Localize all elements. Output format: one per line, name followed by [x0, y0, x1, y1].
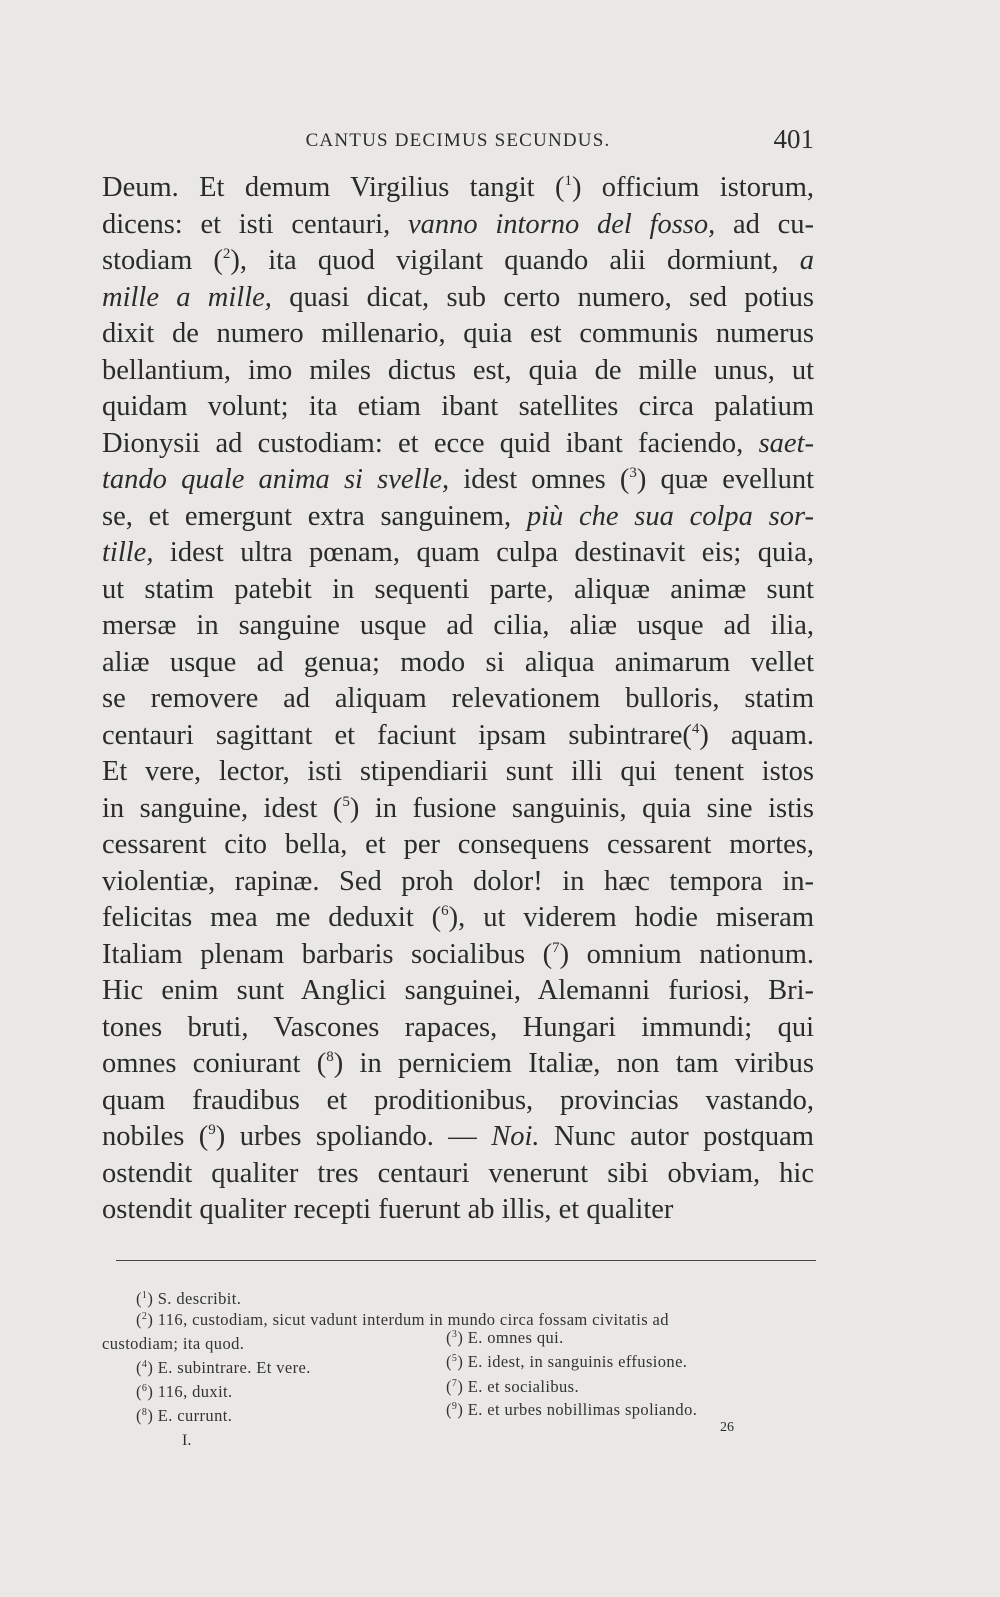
- text-segment: cessarent cito bella, et per consequens cessarent mortes,: [102, 829, 814, 860]
- footnote-ref: 5: [342, 793, 350, 810]
- text-segment: idest ultra pœnam, quam culpa destinavit eis; quia,: [153, 537, 814, 568]
- text-segment: violentiæ, rapinæ. Sed proh dolor! in hæc tempora in-: [102, 865, 814, 897]
- text-line: [102, 353, 814, 390]
- body-text: [102, 170, 814, 1229]
- text-line: [102, 243, 814, 280]
- footnote-6: ($^6$) 116, duxit.: [136, 1382, 233, 1401]
- text-segment: dicens: et isti centauri,: [102, 208, 408, 240]
- text-segment: mersæ in sanguine usque ad cilia, aliæ usque ad ilia,: [102, 610, 814, 641]
- footnote-2: ($^2$) 116, custodiam, sicut vadunt interdum in mundo circa fossam civitatis ad: [136, 1310, 669, 1329]
- text-segment: omnes coniurant (: [102, 1048, 327, 1079]
- text-segment: Italiam plenam barbaris socialibus (: [102, 938, 553, 970]
- italic-quote: vanno intorno del fosso,: [407, 208, 716, 240]
- text-segment: ) in fusione sanguinis, quia sine istis: [349, 792, 814, 824]
- text-segment: ) in perniciem Italiæ, non tam viribus: [333, 1048, 814, 1079]
- italic-quote: più che sua colpa sor-: [526, 500, 814, 532]
- text-line: [102, 1119, 814, 1156]
- text-line: [102, 426, 814, 463]
- page-number: 401: [773, 124, 814, 154]
- text-segment: ) aquam.: [699, 719, 814, 751]
- text-segment: nobiles (: [102, 1121, 209, 1152]
- footnote-ref: 4: [691, 720, 700, 737]
- signature-mark: I.: [182, 1432, 192, 1449]
- text-segment: Nunc autor postquam: [539, 1121, 814, 1152]
- italic-quote: tille,: [102, 537, 154, 568]
- footnote-ref: 3: [629, 465, 637, 481]
- text-segment: ) urbes spoliando. —: [215, 1121, 492, 1152]
- text-segment: ), ita quod vigilant quando alii dormiunt,: [230, 245, 800, 276]
- text-line: [102, 1010, 814, 1047]
- text-segment: idest omnes (: [449, 464, 630, 495]
- text-line: [102, 681, 814, 718]
- sheet-number: 26: [720, 1420, 734, 1435]
- footnote-ref: 7: [552, 939, 560, 956]
- text-line: [102, 1046, 814, 1083]
- text-segment: tones bruti, Vascones rapaces, Hungari immundi; qui: [102, 1011, 814, 1043]
- text-segment: ) quæ evellunt: [636, 464, 815, 495]
- text-line: [102, 937, 814, 974]
- running-head: [102, 124, 814, 154]
- italic-quote: tando quale anima si svelle,: [102, 464, 450, 495]
- italic-quote: saet-: [758, 427, 814, 459]
- text-line: [102, 973, 814, 1010]
- italic-quote: mille a mille,: [102, 281, 272, 313]
- text-line: [102, 900, 814, 937]
- text-line: [102, 316, 814, 353]
- text-line: [102, 280, 814, 317]
- footnote-5: ($^5$) E. idest, in sanguinis effusione.: [446, 1352, 688, 1371]
- text-line: [102, 1083, 814, 1120]
- text-segment: Deum. Et demum Virgilius tangit (: [102, 172, 565, 203]
- text-segment: Hic enim sunt Anglici sanguinei, Alemanni furiosi, Bri-: [102, 975, 814, 1006]
- text-line: [102, 207, 814, 244]
- text-segment: dixit de numero millenario, quia est communis numerus: [102, 318, 814, 349]
- text-line: [102, 791, 814, 828]
- footnote-ref: 6: [441, 903, 449, 919]
- text-segment: ut statim patebit in sequenti parte, aliquæ animæ sunt: [102, 573, 814, 605]
- text-line: [102, 864, 814, 901]
- text-segment: ad cu-: [715, 208, 815, 240]
- text-line: [102, 389, 814, 426]
- text-segment: ostendit qualiter tres centauri venerunt sibi obviam, hic: [102, 1157, 814, 1189]
- text-segment: quasi dicat, sub certo numero, sed potius: [271, 281, 814, 313]
- text-line: [102, 754, 814, 791]
- text-segment: centauri sagittant et faciunt ipsam subintrare(: [102, 719, 692, 751]
- text-segment: aliæ usque ad genua; modo si aliqua animarum vellet: [102, 646, 814, 678]
- footnote-7: ($^7$) E. et socialibus.: [446, 1377, 580, 1396]
- text-line: [102, 499, 814, 536]
- footnote-4: ($^4$) E. subintrare. Et vere.: [136, 1358, 311, 1377]
- text-segment: Et vere, lector, isti stipendiarii sunt illi qui tenent istos: [102, 756, 814, 787]
- text-segment: quam fraudibus et proditionibus, provincias vastando,: [102, 1084, 814, 1116]
- footnote-8: ($^8$) E. currunt.: [136, 1406, 233, 1425]
- footnote-3: ($^3$) E. omnes qui.: [446, 1328, 564, 1347]
- italic-quote: a: [799, 245, 814, 276]
- text-segment: ) omnium nationum.: [559, 938, 814, 970]
- text-segment: ), ut viderem hodie miseram: [448, 902, 814, 933]
- text-segment: Dionysii ad custodiam: et ecce quid ibant faciendo,: [102, 427, 759, 459]
- text-segment: stodiam (: [102, 245, 223, 276]
- footnote-ref: 1: [564, 173, 572, 189]
- text-segment: ) officium istorum,: [571, 172, 815, 203]
- text-line: [102, 608, 814, 645]
- text-segment: se, et emergunt extra sanguinem,: [102, 500, 527, 532]
- text-line: [102, 170, 814, 207]
- text-line: [102, 535, 814, 572]
- text-segment: in sanguine, idest (: [102, 792, 343, 824]
- footnote-ref: 8: [326, 1049, 334, 1065]
- text-line: [102, 572, 814, 609]
- text-line: [102, 718, 814, 755]
- footnote-ref: 9: [208, 1122, 216, 1138]
- text-line: [102, 1192, 814, 1229]
- text-segment: quidam volunt; ita etiam ibant satellites circa palatium: [102, 391, 814, 422]
- text-segment: ostendit qualiter recepti fuerunt ab illis, et qualiter: [102, 1194, 674, 1225]
- footnote-9: ($^9$) E. et urbes nobillimas spoliando.: [446, 1400, 698, 1419]
- text-segment: bellantium, imo miles dictus est, quia de mille unus, ut: [102, 354, 814, 386]
- italic-quote: Noi.: [491, 1121, 540, 1152]
- footnote-2-continued: custodiam; ita quod.: [102, 1334, 245, 1353]
- text-segment: se removere ad aliquam relevationem bulloris, statim: [102, 683, 814, 714]
- running-title: CANTUS DECIMUS SECUNDUS.: [305, 130, 611, 151]
- footnote-ref: 2: [222, 246, 231, 262]
- text-line: [102, 827, 814, 864]
- text-line: [102, 462, 814, 499]
- text-segment: felicitas mea me deduxit (: [102, 902, 442, 933]
- footnote-1: ($^1$) S. describit.: [136, 1289, 242, 1308]
- text-line: [102, 645, 814, 682]
- text-line: [102, 1156, 814, 1193]
- footnote-rule: [116, 1260, 816, 1261]
